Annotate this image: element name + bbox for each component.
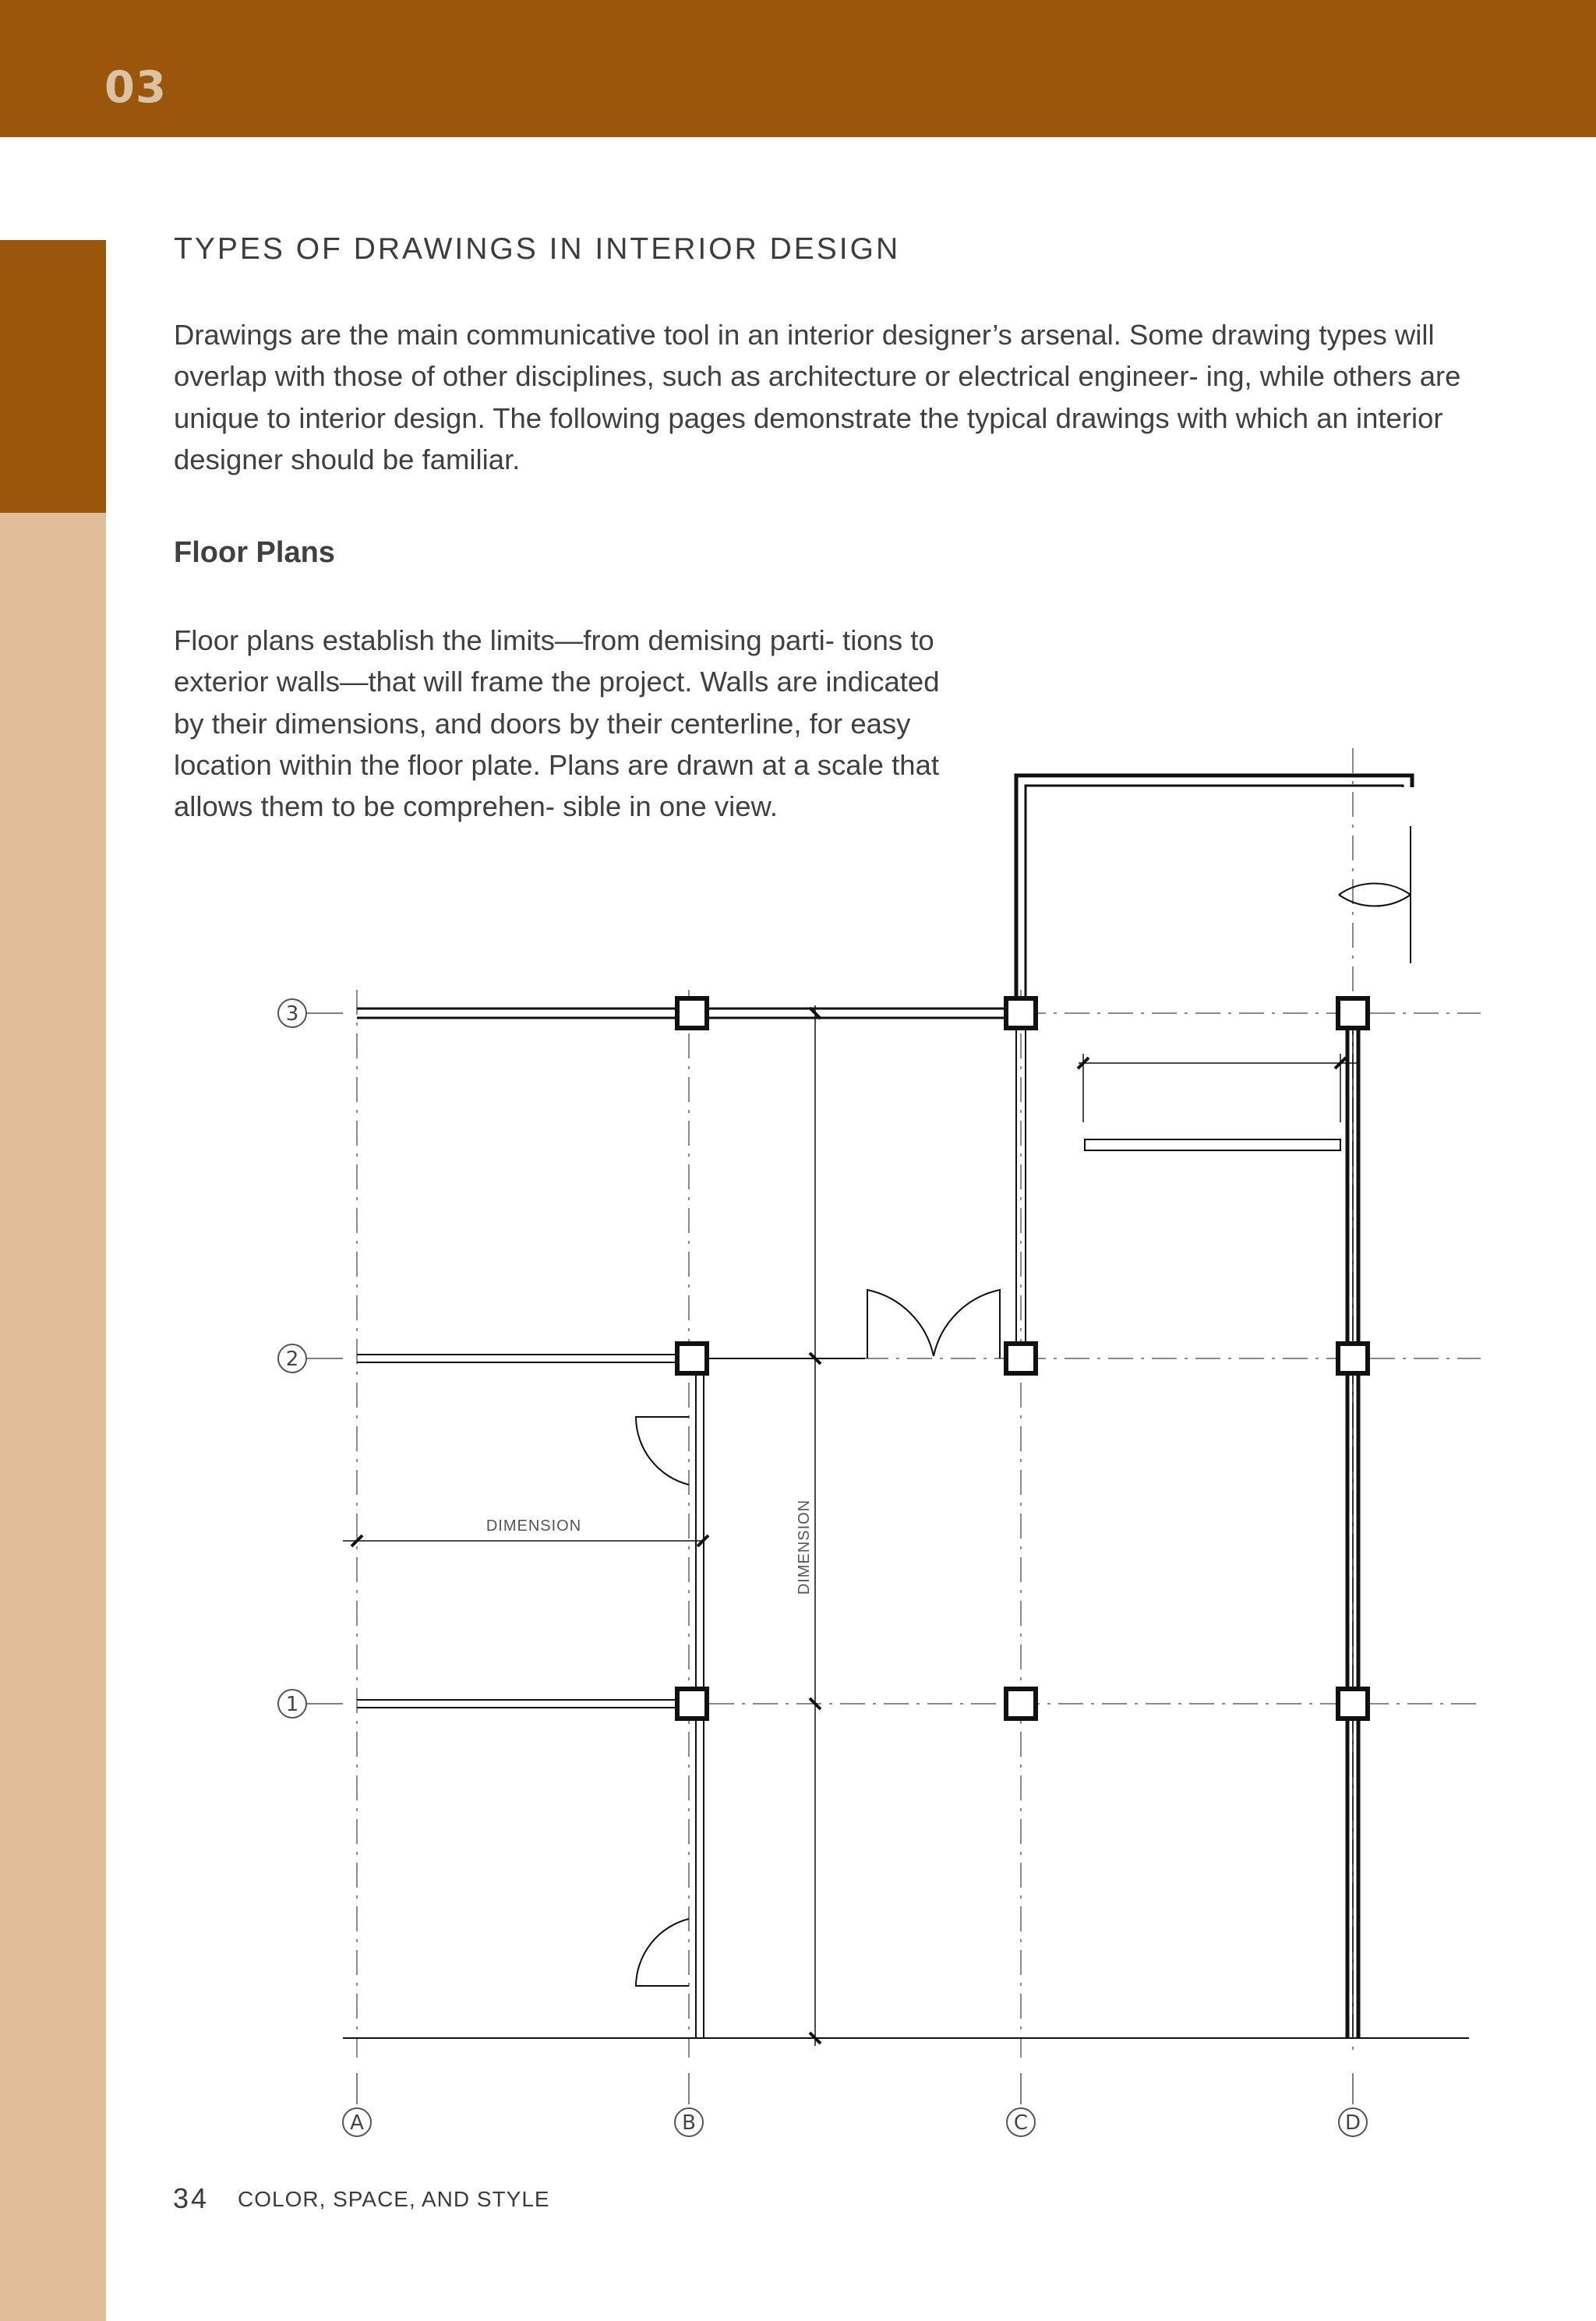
running-footer-title: COLOR, SPACE, AND STYLE bbox=[238, 2187, 550, 2211]
floor-plans-heading: Floor Plans bbox=[174, 536, 335, 569]
chapter-number: 03 bbox=[104, 62, 167, 113]
floor-plans-paragraph: Floor plans establish the limits—from demising parti- tions to exterior walls—that will frame the project. Walls are indicated by their dimensions, and doors by their centerline, for easy location within the floor plate. Plans are drawn at a scale that allows them to be comprehen- sible in one view. bbox=[174, 624, 940, 823]
grid-col-a: A bbox=[350, 2111, 364, 2135]
grid-row-3: 3 bbox=[285, 1002, 299, 1026]
grid-row-1: 1 bbox=[285, 1693, 299, 1716]
grid-col-b: B bbox=[682, 2111, 696, 2135]
grid-col-c: C bbox=[1013, 2111, 1029, 2135]
grid-col-d: D bbox=[1344, 2111, 1361, 2135]
intro-paragraph: Drawings are the main communicative tool in an interior designer’s arsenal. Some drawing types will overlap with those of other disciplines, such as architecture or electrical engineer- ing, while others are unique to interior design. The following pages demonstrate the typical drawings with which an interior designer should be familiar. bbox=[174, 319, 1461, 475]
grid-lines bbox=[357, 748, 1481, 2058]
section-title: TYPES OF DRAWINGS IN INTERIOR DESIGN bbox=[174, 232, 901, 266]
grid-row-2: 2 bbox=[285, 1348, 299, 1371]
walls bbox=[343, 775, 1469, 2038]
dimension-label-vertical: DIMENSION bbox=[796, 1499, 813, 1595]
page-number: 34 bbox=[173, 2182, 210, 2214]
dimension-label-horizontal: DIMENSION bbox=[486, 1517, 582, 1535]
